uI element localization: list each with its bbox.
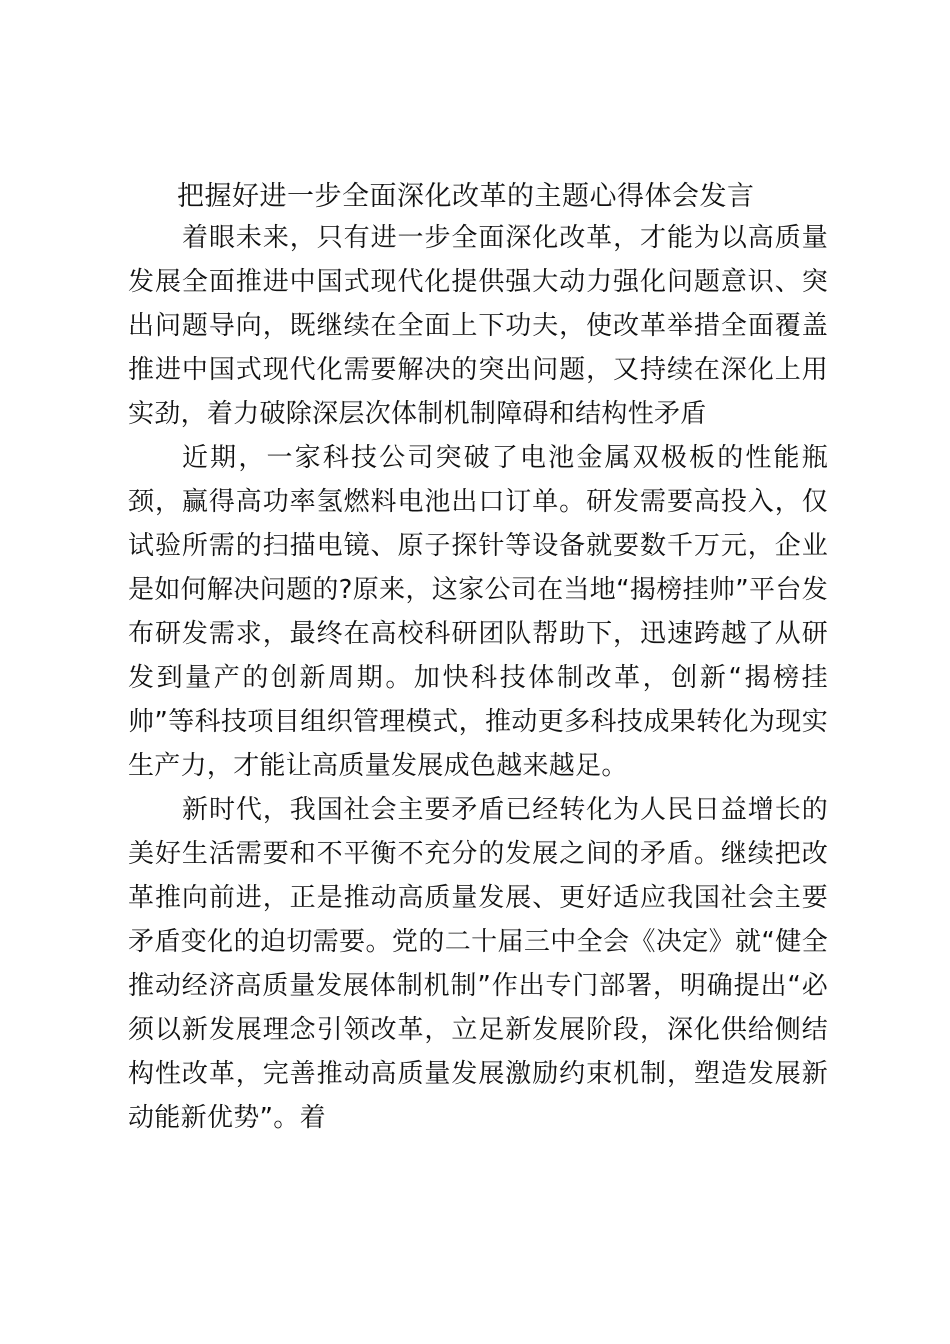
paragraph-3: 新时代，我国社会主要矛盾已经转化为人民日益增长的美好生活需要和不平衡不充分的发展之间的矛盾。继续把改革推向前进，正是推动高质量发展、更好适应我国社会主要矛盾变化的迫切需要。党的二十届三中全会《决定》就“健全推动经济高质量发展体制机制”作出专门部署，明确提出“必须以新发展理念引领改革，立足新发展阶段，深化供给侧结构性改革，完善推动高质量发展激励约束机制，塑造发展新动能新优势”。着 [128,795,828,1133]
paragraph-2: 近期，一家科技公司突破了电池金属双极板的性能瓶颈，赢得高功率氢燃料电池出口订单。研发需要高投入，仅试验所需的扫描电镜、原子探针等设备就要数千万元，企业是如何解决问题的?原来，这家公司在当地“揭榜挂帅”平台发布研发需求，最终在高校科研团队帮助下，迅速跨越了从研发到量产的创新周期。加快科技体制改革，创新“揭榜挂帅”等科技项目组织管理模式，推动更多科技成果转化为现实生产力，才能让高质量发展成色越来越足。 [128,443,828,781]
document-title: 把握好进一步全面深化改革的主题心得体会发言 [177,181,755,212]
document-body [128,178,828,1140]
paragraph-1: 着眼未来，只有进一步全面深化改革，才能为以高质量发展全面推进中国式现代化提供强大动力强化问题意识、突出问题导向，既继续在全面上下功夫，使改革举措全面覆盖推进中国式现代化需要解决的突出问题，又持续在深化上用实劲，着力破除深层次体制机制障碍和结构性矛盾 [128,223,828,429]
